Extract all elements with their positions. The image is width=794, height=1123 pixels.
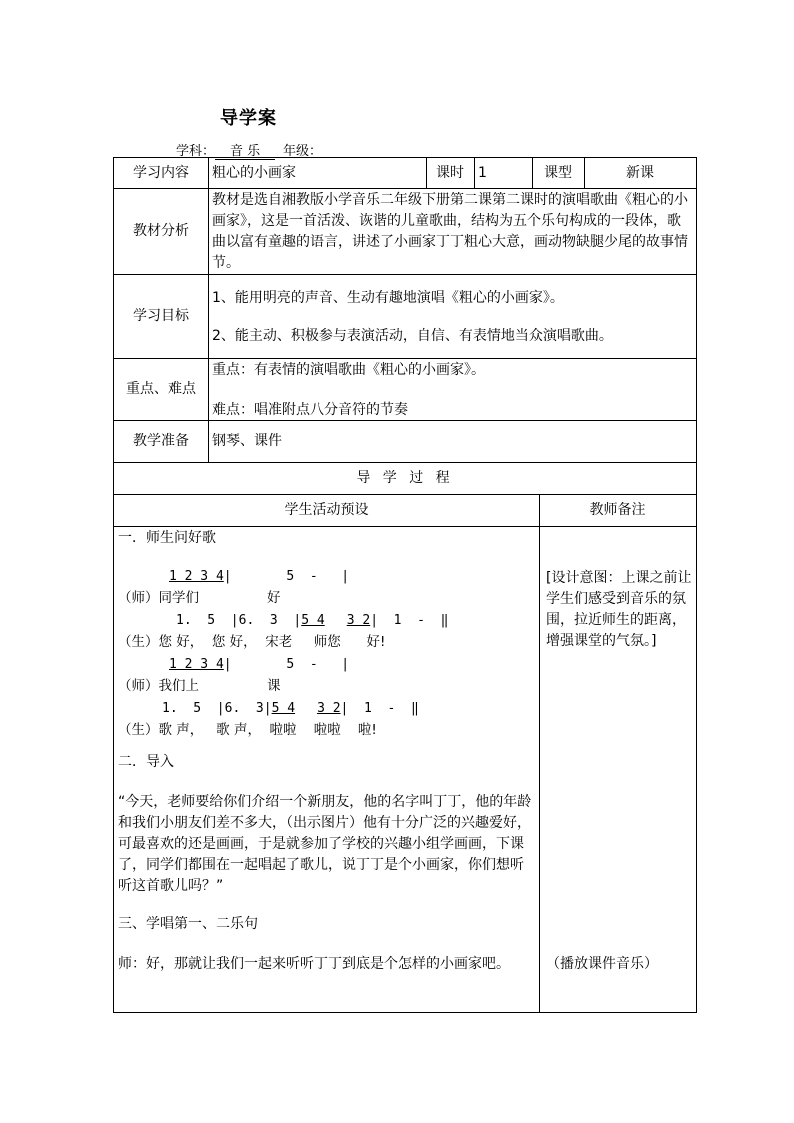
content-value: 粗心的小画家 (212, 164, 296, 181)
key-points-label: 重点、难点 (126, 380, 196, 397)
process-title: 导 学 过 程 (356, 469, 454, 486)
role-teacher-1: （师） (118, 590, 159, 606)
role-teacher-2: （师） (118, 678, 159, 694)
goal-1: 1、能用明亮的声音、生动有趣地演唱《粗心的小画家》。 (212, 290, 564, 306)
content-label: 学习内容 (133, 164, 189, 181)
goals-label: 学习目标 (133, 307, 189, 324)
type-label: 课型 (544, 164, 572, 181)
notes-line-3b: 5 4 (301, 613, 325, 628)
hours-value: 1 (478, 164, 487, 181)
lyric-line-2: 同学们 (158, 590, 199, 606)
notes-line-3d: | 1 - ‖ (370, 613, 449, 628)
grade-label: 年级： (283, 144, 323, 159)
lyric-line-8: 歌 声， 歌 声， 啦啦 啦啦 啦! (158, 722, 377, 738)
notes-line-3a: 1. 5 |6. 3 | (176, 613, 302, 628)
lyric-line-6: 我们上 (158, 678, 199, 694)
goal-2: 2、能主动、积极参与表演活动，自信、有表情地当众演唱歌曲。 (212, 328, 613, 344)
notes-line-1: 1 2 3 4 (169, 569, 224, 584)
type-value: 新课 (626, 164, 654, 181)
notes-line-7d: | 1 - ‖ (340, 701, 419, 716)
notes-line-7a: 1. 5 |6. 3| (162, 701, 272, 716)
lyric-line-4: 您 好， 您 好， 宋老 师您 好! (158, 634, 386, 650)
lyric-line-2b: 好 (267, 590, 281, 606)
prep-value: 钢琴、课件 (212, 432, 282, 449)
role-student-2: （生） (118, 722, 159, 738)
key-point: 重点：有表情的演唱歌曲《粗心的小画家》。 (212, 362, 485, 378)
teacher-note-play-music: （播放课件音乐） (546, 956, 658, 972)
lyric-line-6b: 课 (267, 678, 281, 694)
intro-text: “今天，老师要给你们介绍一个新朋友，他的名字叫丁丁，他的年龄和我们小朋友们差不多大，（出示图片）他有十分广泛的兴趣爱好，可最喜欢的还是画画，于是就参加了学校的兴趣小组学画画，下课了，同学们都围在一起唱起了歌儿，说丁丁是个小画家，你们想听听这首歌儿吗？” (118, 794, 532, 894)
notes-line-5-rest: | 5 - | (223, 657, 350, 672)
teacher-note-design: [设计意图：上课之前让学生们感受到音乐的氛围，拉近师生的距离，增强课堂的气氛。] (546, 570, 692, 649)
notes-line-3c: 3 2 (346, 613, 371, 628)
prep-label: 教学准备 (133, 432, 189, 449)
notes-line-7c: 3 2 (317, 701, 341, 716)
analysis-label: 教材分析 (133, 222, 189, 239)
notes-line-7b: 5 4 (271, 701, 296, 716)
difficulty-point: 难点：唱准附点八分音符的节奏 (212, 402, 408, 418)
analysis-text: 教材是选自湘教版小学音乐二年级下册第二课第二课时的演唱歌曲《粗心的小画家》，这是一首活泼、诙谐的儿童歌曲，结构为五个乐句构成的一段体，歌曲以富有童趣的语言，讲述了小画家丁丁粗心大意，画动物缺腿少尾的故事情节。 (212, 192, 688, 271)
section-intro: 二．导入 (118, 754, 174, 770)
section-learn-phrases: 三、学唱第一、二乐句 (118, 916, 258, 932)
notes-line-5: 1 2 3 4 (169, 657, 224, 672)
lesson-plan-table (113, 157, 697, 1013)
learn-phrases-text: 师：好，那就让我们一起来听听丁丁到底是个怎样的小画家吧。 (118, 956, 510, 972)
page-title: 导学案 (220, 108, 277, 129)
section-greeting-song: 一．师生问好歌 (118, 530, 216, 546)
teacher-column-header: 教师备注 (589, 501, 646, 518)
notes-line-1-rest: | 5 - | (223, 569, 350, 584)
subject-value: 音 乐 (215, 140, 275, 160)
role-student-1: （生） (118, 634, 159, 650)
hours-label: 课时 (436, 164, 464, 181)
student-column-header: 学生活动预设 (284, 501, 369, 518)
subject-label: 学科： (176, 144, 216, 159)
